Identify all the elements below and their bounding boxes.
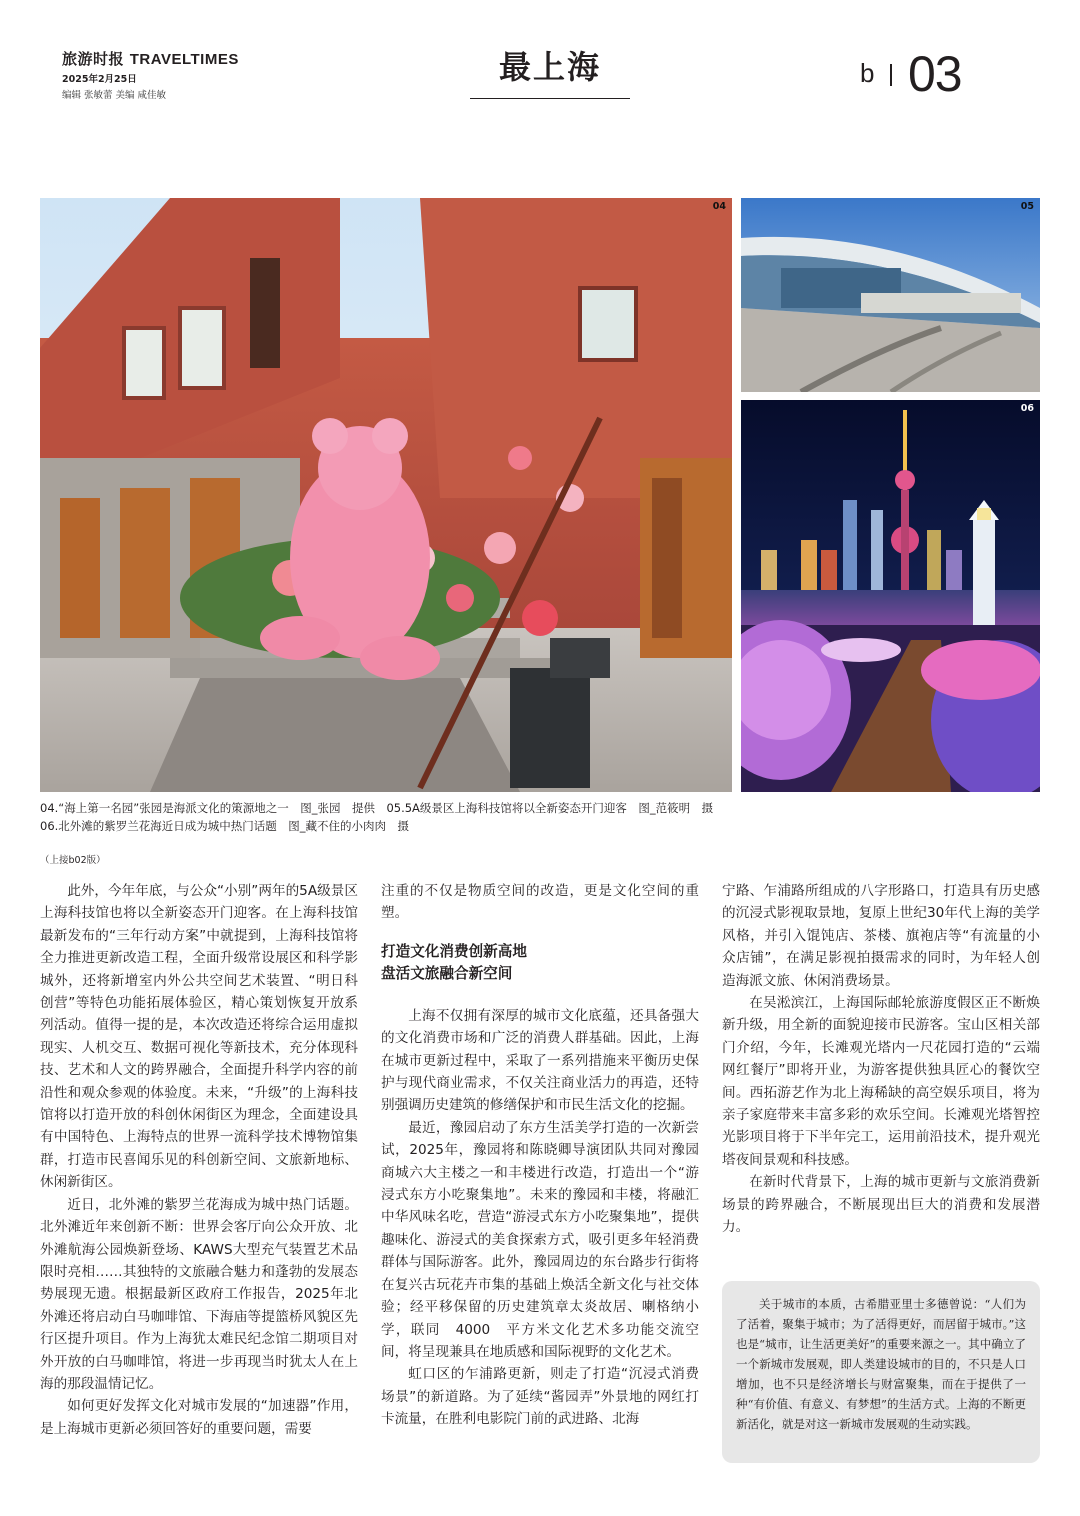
editor-credits: 编辑 张敏蕾 美编 咸佳敏 [62, 90, 167, 101]
article-column-1 [40, 880, 358, 1440]
zhangyuan-illustration [40, 198, 732, 792]
paragraph: 在新时代背景下，上海的城市更新与文旅消费新场景的跨界融合，不断展现出巨大的消费和发展潜力。 [722, 1174, 1040, 1236]
page-number-divider [890, 64, 892, 86]
paragraph: 近日，北外滩的紫罗兰花海成为城中热门话题。北外滩近年来创新不断：世界会客厅向公众开放、北外滩航海公园焕新登场、KAWS大型充气装置艺术品限时亮相……其独特的文旅融合魅力和蓬勃的发展态势展现无遗。根据最新区政府工作报告，2025年北外滩还将启动白马咖啡馆、下海庙等提篮桥风貌区先行区提升项目。作为上海犹太难民纪念馆二期项目对外开放的白马咖啡馆，将进一步再现当时犹太人在上海的那段温情记忆。 [40, 1196, 358, 1392]
page-section-letter: b [860, 58, 875, 88]
photo-zhangyuan [40, 198, 732, 792]
article-subheading [381, 941, 699, 985]
paragraph: 如何更好发挥文化对城市发展的“加速器”作用，是上海城市更新必须回答好的重要问题，需要 [40, 1398, 358, 1437]
photo-north-bund-violets [741, 400, 1040, 792]
paragraph: 虹口区的乍浦路更新，则走了打造“沉浸式消费场景”的新道路。为了延续“酱园弄”外景地的网红打卡流量，在胜利电影院门前的武进路、北海 [381, 1366, 699, 1428]
photo-number: 06 [1020, 403, 1034, 414]
commentary-text: 关于城市的本质，古希腊亚里士多德曾说：“人们为了活着，聚集于城市；为了活得更好，而居留于城市。”这也是“城市，让生活更美好”的重要来源之一。其中确立了一个新城市发展观，即人类建设城市的目的，不只是人口增加，也不只是经济增长与财富聚集，而在于提供了一种“有价值、有意义、有梦想”的生活方式。上海的不断更新活化，就是对这一新城市发展观的生动实践。 [736, 1297, 1026, 1431]
photo-caption [40, 799, 1040, 835]
caption-line: 06.北外滩的紫罗兰花海近日成为城中热门话题 图_藏不住的小肉肉 摄 [40, 819, 410, 833]
newspaper-title-cn: 旅游时报 [62, 50, 125, 68]
newspaper-title [62, 50, 239, 69]
photo-number: 05 [1020, 201, 1034, 212]
subheading-line: 盘活文旅融合新空间 [381, 964, 513, 982]
caption-line: 04.“海上第一名园”张园是海派文化的策源地之一 图_张园 提供 05.5A级景区上海科技馆将以全新姿态开门迎客 图_范筱明 摄 [40, 801, 714, 815]
newspaper-title-en: TRAVELTIMES [129, 51, 239, 68]
page-number: 03 [908, 46, 962, 102]
article-column-3 [722, 880, 1040, 1239]
article-column-2 [381, 880, 699, 1431]
north-bund-illustration [741, 400, 1040, 792]
paragraph: 宁路、乍浦路所组成的八字形路口，打造具有历史感的沉浸式影视取景地，复原上世纪30年代上海的美学风格，并引入馄饨店、茶楼、旗袍店等“有流量的小众店铺”，在满足影视拍摄需求的同时，为年轻人创造海派文旅、休闲消费场景。 [722, 883, 1040, 989]
science-museum-illustration [741, 198, 1040, 392]
photo-number: 04 [712, 201, 726, 212]
photo-science-museum [741, 198, 1040, 392]
paragraph: 注重的不仅是物质空间的改造，更是文化空间的重塑。 [381, 883, 699, 922]
paragraph: 此外，今年年底，与公众“小别”两年的5A级景区上海科技馆也将以全新姿态开门迎客。在上海科技馆最新发布的“三年行动方案”中就提到，上海科技馆将全力推进更新改造工程，全面升级常设展区和科学影城外，还将新增室内外公共空间艺术装置、“明日科创营”等特色功能拓展体验区，精心策划恢复开放系列活动。值得一提的是，本次改造还将综合运用虚拟现实、人机交互、数据可视化等新技术，充分体现科技、艺术和人文的跨界融合，全面提升科学内容的前沿性和观众参观的体验度。未来，“升级”的上海科技馆将以打造开放的科创休闲街区为理念，全面建设具有中国特色、上海特点的世界一流科学技术博物馆集群，打造市民喜闻乐见的科创新空间、文旅新地标、休闲新街区。 [40, 883, 358, 1191]
paragraph: 在吴淞滨江，上海国际邮轮旅游度假区正不断焕新升级，用全新的面貌迎接市民游客。宝山区相关部门介绍，今年，长滩观光塔内一尺花园打造的“云端网红餐厅”即将开业，为游客提供独具匠心的餐饮空间。西拓游艺作为北上海稀缺的高空娱乐项目，将为亲子家庭带来丰富多彩的欢乐空间。长滩观光塔智控光影项目将于下半年完工，运用前沿技术，提升观光塔夜间景观和科技感。 [722, 995, 1040, 1168]
paragraph: 最近，豫园启动了东方生活美学打造的一次新尝试，2025年，豫园将和陈晓卿导演团队共同对豫园商城六大主楼之一和丰楼进行改造，打造出一个“游浸式东方小吃聚集地”。未来的豫园和丰楼，将融汇中华风味名吃，营造“游浸式东方小吃聚集地”，提供趣味化、游浸式的美食探索方式，吸引更多年轻消费群体与国际游客。此外，豫园周边的东台路步行街将在复兴古玩花卉市集的基础上焕活全新文化与社交体验；经平移保留的历史建筑章太炎故居、喇格纳小学，联同 4000 平方米文化艺术多功能交流空间，将呈现兼具在地质感和国际视野的文化艺术。 [381, 1119, 699, 1360]
section-title: 最上海 [470, 44, 630, 99]
issue-date: 2025年2月25日 [62, 74, 137, 85]
paragraph: 上海不仅拥有深厚的城市文化底蕴，还具备强大的文化消费市场和广泛的消费人群基础。因此，上海在城市更新过程中，采取了一系列措施来平衡历史保护与现代商业需求，不仅关注商业活力的再造，还特别强调历史建筑的修缮保护和市民生活文化的挖掘。 [381, 1007, 699, 1114]
masthead [62, 50, 239, 101]
subheading-line: 打造文化消费创新高地 [381, 942, 527, 960]
continued-from-note: （上接b02版） [40, 855, 106, 866]
commentary-box [722, 1281, 1040, 1463]
